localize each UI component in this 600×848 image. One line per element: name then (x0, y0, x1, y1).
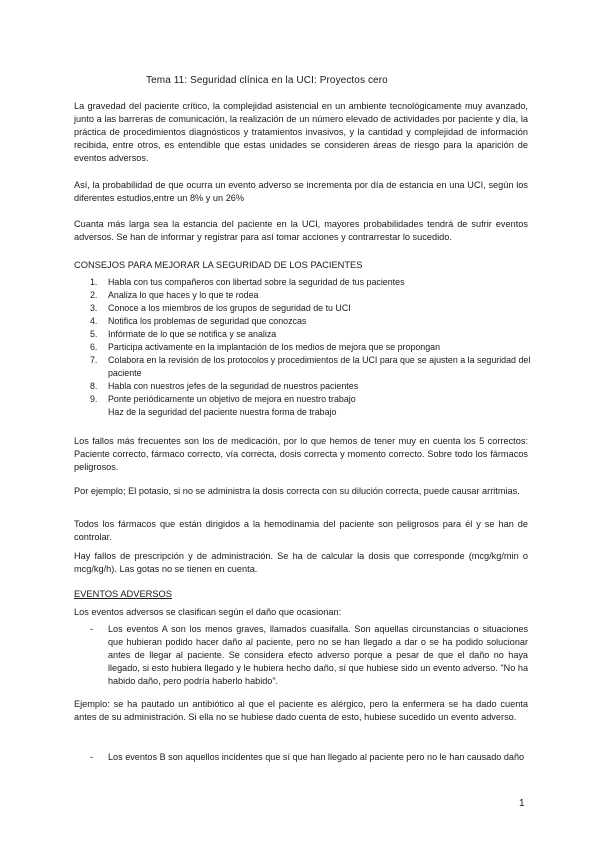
list-number: 4. (90, 316, 98, 326)
paragraph-intro: La gravedad del paciente crítico, la complejidad asistencial en un ambiente tecnológicamente muy avanzado, junto a las barreras de comunicación, la realización de un número elevado de actividades por paciente y día, la práctica de procedimientos diagnósticos y tratamientos invasivos, y la cantidad y complejidad de información recibida, entre otros, es entendible que estas unidades se consideren áreas de riesgo para la aparición de eventos adversos. (74, 101, 528, 163)
list-item (74, 315, 534, 328)
paragraph-prescription: Hay fallos de prescripción y de administración. Se ha de calcular la dosis que corresponde (mcg/kg/min o mcg/kg/h). Las gotas no se tienen en cuenta. (74, 551, 528, 574)
list-text: Conoce a los miembros de los grupos de seguridad de tu UCI (108, 303, 351, 313)
list-closing-text: Haz de la seguridad del paciente nuestra forma de trabajo (108, 407, 337, 417)
page-number: 1 (519, 798, 525, 809)
paragraph-example: Ejemplo: se ha pautado un antibiótico al que el paciente es alérgico, pero la enfermera se ha dado cuenta antes de su administración. Si ella no se hubiese dado cuenta de esto, hubiese sucedido un evento adverso. (74, 699, 528, 722)
event-a-text: Los eventos A son los menos graves, llamados cuasifalla. Son aquellas circunstancias o situaciones que hubieran podido hacer daño al paciente, pero no se han llegado a dar o se ha podido solucionar antes de llegar al paciente. Se considera efecto adverso porque a pesar de que el daño no haya llegado, si esto hubiera llegado y le hubiera hecho daño, sí que hubiese sido un evento adverso. "No ha habido daño, pero podría haberlo habido". (108, 624, 528, 686)
list-number: 3. (90, 303, 98, 313)
list-number: 8. (90, 381, 98, 391)
paragraph-probability: Así, la probabilidad de que ocurra un evento adverso se incrementa por día de estancia en una UCI, según los diferentes estudios,entre un 8% y un 26% (74, 180, 528, 203)
list-number: 7. (90, 355, 98, 365)
list-number: 9. (90, 394, 98, 404)
paragraph-stay: Cuanta más larga sea la estancia del paciente en la UCI, mayores probabilidades tendrá de sufrir eventos adversos. Se han de informar y registrar para así tomar acciones y contrarrestar lo sucedido. (74, 219, 528, 242)
dash-bullet: - (90, 624, 94, 634)
list-number: 1. (90, 277, 98, 287)
list-text: Colabora en la revisión de los protocolos y procedimientos de la UCI para que se ajusten a la seguridad del paciente (108, 355, 531, 378)
list-item (74, 289, 534, 302)
adverse-heading: EVENTOS ADVERSOS (74, 589, 172, 599)
list-number: 2. (90, 290, 98, 300)
list-text: Habla con tus compañeros con libertad sobre la seguridad de tus pacientes (108, 277, 405, 287)
event-b-item (90, 751, 528, 764)
paragraph-classified: Los eventos adversos se clasifican según el daño que ocasionan: (74, 607, 342, 617)
list-text: Analiza lo que haces y lo que te rodea (108, 290, 259, 300)
list-item (74, 380, 534, 393)
list-number: 6. (90, 342, 98, 352)
event-b-text: Los eventos B son aquellos incidentes que sí que han llegado al paciente pero no le han causado daño (108, 752, 525, 762)
list-item (74, 302, 534, 315)
dash-bullet: - (90, 752, 94, 762)
list-item (74, 328, 534, 341)
page-title: Tema 11: Seguridad clínica en la UCI: Proyectos cero (146, 75, 388, 86)
paragraph-errors: Los fallos más frecuentes son los de medicación, por lo que hemos de tener muy en cuenta los 5 correctos: Paciente correcto, fármaco correcto, vía correcta, dosis correcta y momento correcto. Sobre todo los fármacos peligrosos. (74, 436, 528, 472)
list-text: Ponte periódicamente un objetivo de mejora en nuestro trabajo (108, 394, 356, 404)
list-text: Participa activamente en la implantación de los medios de mejora que se propongan (108, 342, 441, 352)
list-closing (74, 406, 534, 419)
paragraph-hemodynamic: Todos los fármacos que están dirigidos a la hemodinamia del paciente son peligrosos para él y se han de controlar. (74, 519, 528, 542)
list-item (74, 393, 534, 406)
list-text: Habla con nuestros jefes de la seguridad de nuestros pacientes (108, 381, 359, 391)
tips-heading: CONSEJOS PARA MEJORAR LA SEGURIDAD DE LOS PACIENTES (74, 260, 363, 270)
event-a-item (90, 623, 528, 688)
list-item (74, 276, 534, 289)
list-item (74, 354, 534, 380)
list-text: Notifica los problemas de seguridad que conozcas (108, 316, 307, 326)
paragraph-potassium: Por ejemplo; El potasio, si no se administra la dosis correcta con su dilución correcta, puede causar arritmias. (74, 486, 520, 496)
list-text: Infórmate de lo que se notifica y se analiza (108, 329, 277, 339)
list-item (74, 341, 534, 354)
tips-list (74, 276, 534, 419)
list-number: 5. (90, 329, 98, 339)
